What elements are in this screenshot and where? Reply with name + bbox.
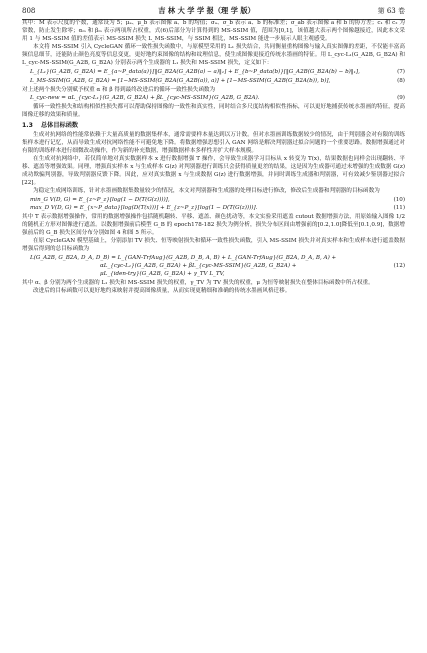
- equation-line: μL_{iden-try}(G_A2B, G_B2A) + γ_TV L_TV,: [100, 270, 225, 277]
- paragraph: 为稳定生成网络训练，针对水墨画数据集数量较少的情况，本文对判别器和生成器的处理目标进行修改，修改后生成器和判别器的目标函数为: [33, 187, 380, 194]
- paragraph: 其中 T 表示数据增强操作，常用的数据增强操作包括随机翻转、平移、遮盖、颜色扰动等，本文实验采用遮盖 cutout 数据增强方法，用原始输入图像 1/2 的随机正方形对图像进行遮盖。以数据增强前后模型 G_B 的 epoch178-182 损失为例分析，损失分布区间由增强前的[0.2,1.0]降低至[0.1,0.9]，数据增强前后的 G_B 损失区间分布分别如图 4 和图 5 所示。: [22, 214, 405, 237]
- equation-7: [22, 69, 405, 77]
- equation-number: (11): [393, 205, 405, 212]
- equation-number: (10): [393, 196, 405, 203]
- paragraph: 本文将 MS-SSIM 引入 CycleGAN 循环一致性损失函数中，与原模型采用的 L₁ 损失结合，共同衡量重构图像与输入真实图像的差距，不仅能丰富高频信息细节，还能防止颜色亮度等信息变更，更好地约束图像的结构和纹理信息，使生成图像更接近传统水墨画的特征。用 L_cyc-L₁(G_A2B, G_B2A) 和 L_cyc-MS-SSIM(G_A2B, G_B2A) 分别表示两个生成器的 L₁ 损失和 MS-SSIM 损失，定义如下：: [22, 43, 405, 66]
- paragraph: 对上述两个损失分别赋予权重 α 和 β 得到最终改进后的循环一致性损失函数为: [22, 86, 216, 93]
- equation-number: (12): [393, 263, 405, 270]
- equation-number: (8): [397, 77, 405, 84]
- equation-body: min_G V(D, G) = E_{z~P_z}[log(1 − D(T(G(z))))],: [30, 196, 170, 203]
- page-number: 808: [22, 7, 36, 15]
- paragraph: 生成对抗网络的性能常依赖于大量高质量的数据集样本，通常需要样本量达到以万计数。但对水墨画训练数据较少的情况，由于判别器会对有限的训练集样本进行记忆，从而导致生成对抗网络性能不可避免地下降。将数据增强思想引入 GAN 网络是解决判别器过拟合问题的一个重要思路。数据增强通过对有限的训练样本进行细微改动操作，作为新的补充数据，增强数据样本多样性并扩大样本规模。: [22, 132, 405, 154]
- equation-body: L_cyc-new = αL_{cyc-L₁}(G_A2B, G_B2A) + βL_{cyc-MS-SSIM}(G_A2B, G_B2A).: [30, 95, 260, 102]
- section-heading: [22, 122, 405, 131]
- paragraph: 在原 CycleGAN 模型基础上，分别添加 TV 损失、恒等映射损失和循环一致性损失函数，引入 MS-SSIM 损失并对真实样本和生成样本进行遮盖数据增强后得到的总目标函数为: [22, 238, 405, 253]
- section-number: 1.3: [22, 122, 33, 130]
- section-title: 总体目标函数: [40, 122, 79, 130]
- equation-8: [22, 78, 405, 86]
- equation-10: [22, 197, 405, 205]
- equation-line: L(G_A2B, G_B2A, D_A, D_B) = L_{GAN-TrfAug}(G_A2B, D_B, A, B) + L_{GAN-TrfAug}(G_B2A, D_A, B, A) +: [30, 255, 337, 262]
- equation-lines: [30, 255, 336, 279]
- equation-number: (7): [397, 68, 405, 75]
- equation-9: [22, 95, 405, 103]
- equation-body: L_{L₁}(G_A2B, G_B2A) = E_{a~P_data(a)}[‖G_B2A(G_A2B(a) − a)‖₁] + E_{b~P_data(b)}[‖G_A2B(G_B2A(b) − b)‖₁],: [30, 68, 360, 75]
- equation-number: (9): [397, 95, 405, 102]
- equation-12: [22, 255, 405, 279]
- journal-title: 吉 林 大 学 学 报（理 学 版）: [158, 6, 255, 15]
- equation-line: αL_{cyc-L₁}(G_A2B, G_B2A) + βL_{cyc-MS-SSIM}(G_A2B, G_B2A) +: [100, 263, 297, 270]
- equation-11: [22, 205, 405, 213]
- paragraph: 其中：M 表示尺度的个数，通常设为 5；μₐ、μ_b 表示图像 a、b 的均值；σₐ、σ_b 表示 a、b 的标准差；σ_ab 表示图像 a 和 b 的协方差；c₁ 和 c₂ 为常数，防止发生除零；αₘ 和 βₘ 表示两项所占权重，式(6)后部分为计算得到的 MS-SSIM 值，范围为[0,1]，该值越大表示两个图像越接近，因此本文采用 1 与 MS-SSIM 值的差值表示 MS-SSIM 损失 L_MS-SSIM，与 SSIM 相比，MS-SSIM 能进一步展示人眼主观感受。: [22, 20, 405, 42]
- paragraph: 循环一致性损失和结构相似性损失都可以帮助保持图像的一致性和真实性，同时结合多尺度结构相似性指标，可以更好地捕获传统水墨画的特征，提高图像迁移的效果和质量。: [22, 104, 405, 119]
- equation-body: max_D V(D, G) = E_{x~P_data}[log(D(T(x)))] + E_{z~P_z}[log(1 − D(T(G(z))))].: [30, 205, 258, 212]
- running-header: [22, 6, 405, 20]
- paragraph: 改进后的目标函数可以更好地约束映射并提高图像质量，从而实现更精细和准确的传统水墨画风格迁移。: [33, 287, 291, 294]
- body-text: [22, 20, 405, 296]
- volume-label: 第 63 卷: [377, 7, 405, 15]
- equation-body: L_MS-SSIM(G_A2B, G_B2A) = [1−MS-SSIM(G_B2A(G_A2B(a)), a)] + [1−MS-SSIM(G_A2B(G_B2A(b)), b)],: [30, 77, 331, 84]
- paragraph: 在生成对抗网络中，若仅简单地对真实数据样本 x 进行数据增强 T 操作，会导致生成器学习目标从 x 转变为 T(x)，结果数据也同样会出现翻转、平移、遮盖等增强效果。同理，增强真实样本 x 与生成样本 G(z) 对判别器进行训练只会获得质量更差的结果，这是因为生成器可通过未增强的生成数据 G(z) 成功欺骗判别器，导致判别器反馈下降。因此，应对真实数据 x 与生成数据 G(z) 进行数据增强，并同时训练生成器和判别器，可有效减少鉴别器过拟合[22]。: [22, 155, 405, 186]
- paragraph: 其中 α、β 分别为两个生成器的 L₁ 损失和 MS-SSIM 损失的权重，γ_TV 为 TV 损失的权重，μ 为恒等映射损失在整体目标函数中所占权重。: [22, 279, 374, 286]
